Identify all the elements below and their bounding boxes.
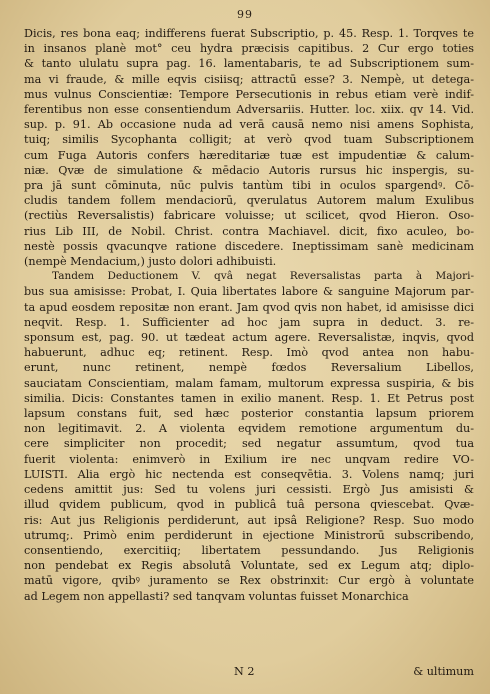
text-line: Tandem Deductionem V. qvâ negat Reversalistas parta à Majori-	[52, 270, 474, 283]
text-line: ad Legem non appellasti? sed tanqvam voluntas fuisset Monarchica	[24, 589, 409, 603]
text-line: (nempè Mendacium,) justo dolori adhibuisti.	[24, 255, 277, 269]
text-line: LUISTI. Alia ergò hic nectenda est conseqvētia. 3. Volens namq; juri	[24, 467, 474, 481]
text-line: ris: Aut jus Religionis perdiderunt, aut ipsâ Religione? Resp. Suo modo	[24, 513, 474, 527]
page-footer	[24, 665, 474, 681]
text-line: erunt, nunc retinent, nempè fœdos Reversalium Libellos,	[24, 361, 474, 375]
text-line: ma vi fraude, & mille eqvis cisiisq; attractū esse? 3. Nempè, ut detega-	[24, 72, 474, 86]
text-line: consentiendo, exercitiiq; libertatem pessundando. Jus Religionis	[24, 543, 474, 557]
text-line: in insanos planè mot° ceu hydra præcisis capitibus. 2 Cur ergo toties	[24, 42, 474, 56]
text-line: bus sua amisisse: Probat, I. Quia libertates labore & sanguine Majorum par-	[24, 285, 474, 299]
text-line: pra jā sunt cōminuta, nūc pulvis tantùm tibi in oculos spargendꝰ. Cō-	[24, 179, 474, 193]
text-line: illud qvidem publicum, qvod in publicâ tuâ persona qviescebat. Qvæ-	[24, 498, 474, 512]
text-line: sponsum est, pag. 90. ut tædeat actum agere. Reversalistæ, inqvis, qvod	[24, 331, 474, 345]
text-line: ferentibus non esse consentiendum Adversariis. Hutter. loc. xiix. qv 14. Vid.	[24, 103, 474, 117]
text-line: cludis tandem follem mendaciorū, qverulatus Autorem malum Exulibus	[24, 194, 474, 208]
text-line: Dicis, res bona eaq; indifferens fuerat Subscriptio, p. 45. Resp. 1. Torqves te	[24, 27, 474, 40]
signature-mark: N 2	[234, 665, 255, 678]
text-line: fuerit violenta: enimverò in Exilium ire nec unqvam redire VO-	[24, 452, 474, 466]
text-line: ta apud eosdem repositæ non erant. Jam qvod qvis non habet, id amisisse dici	[24, 300, 474, 314]
text-line: non legitimavit. 2. A violenta eqvidem remotione argumentum du-	[24, 422, 474, 436]
text-line: & tanto ululatu supra pag. 16. lamentabaris, te ad Subscriptionem sum-	[24, 57, 474, 71]
text-line: lapsum constans fuit, sed hæc posterior constantia lapsum priorem	[24, 407, 474, 421]
text-line: tuiq; similis Sycophanta colligit; at verò qvod tuam Subscriptionem	[24, 133, 474, 147]
text-line: cere simpliciter non procedit; sed negatur assumtum, qvod tua	[24, 437, 474, 451]
page-number: 99	[237, 8, 253, 21]
text-line: mus vulnus Conscientiæ: Tempore Persecutionis in rebus etiam verè indif-	[24, 87, 474, 101]
text-line: niæ. Qvæ de simulatione & mēdacio Autoris rursus hic inspergis, su-	[24, 163, 474, 177]
text-line: matū vigore, qvibꝰ juramento se Rex obstrinxit: Cur ergò à voluntate	[24, 574, 474, 588]
text-line: utrumq;. Primò enim perdiderunt in ejectione Ministrorū subscribendo,	[24, 528, 474, 542]
catchword: & ultimum	[413, 665, 474, 678]
text-line: cedens amittit jus: Sed tu volens juri cessisti. Ergò Jus amisisti &	[24, 483, 474, 497]
text-line: neqvit. Resp. 1. Sufficienter ad hoc jam supra in deduct. 3. re-	[24, 315, 474, 329]
body-text	[24, 26, 474, 604]
text-line: (rectiùs Reversalistis) fabricare voluisse; ut scilicet, qvod Hieron. Oso-	[24, 209, 474, 223]
text-line: similia. Dicis: Constantes tamen in exilio manent. Resp. 1. Et Petrus post	[24, 391, 474, 405]
text-line: rius Lib III, de Nobil. Christ. contra Machiavel. dicit, fixo aculeo, bo-	[24, 224, 474, 238]
text-line: sup. p. 91. Ab occasione nuda ad verā causā nemo nisi amens Sophista,	[24, 118, 474, 132]
text-line: nestè possis qvacunqve ratione discedere. Ineptissimam sanè medicinam	[24, 239, 474, 253]
text-line: sauciatam Conscientiam, malam famam, multorum expressa suspiria, & bis	[24, 376, 474, 390]
text-line: cum Fuga Autoris confers hæreditariæ tuæ est impudentiæ & calum-	[24, 148, 474, 162]
text-line: habuerunt, adhuc eq; retinent. Resp. Imò qvod antea non habu-	[24, 346, 474, 360]
text-line: non pendebat ex Regis absolutâ Voluntate, sed ex Legum atq; diplo-	[24, 559, 474, 573]
